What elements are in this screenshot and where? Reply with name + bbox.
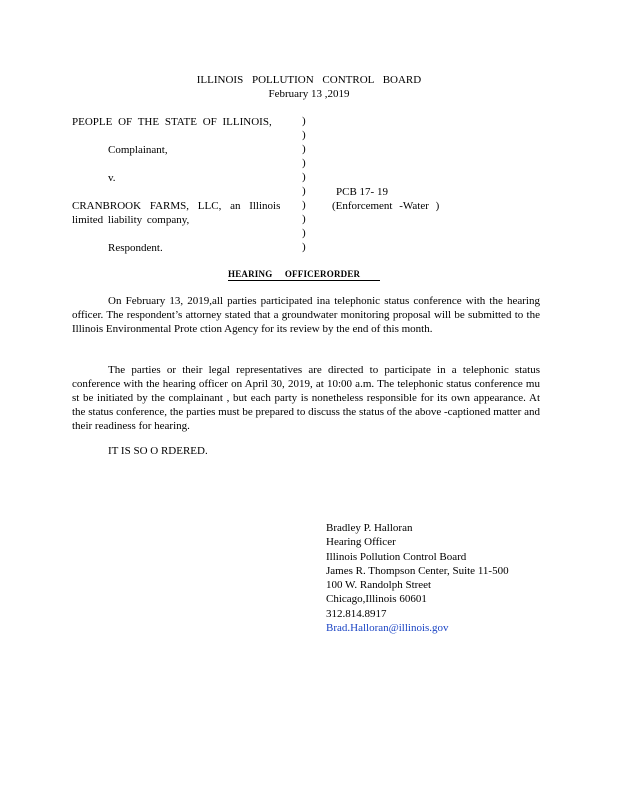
paren: ) bbox=[302, 115, 306, 127]
caption-parentheses bbox=[302, 114, 312, 254]
versus: v. bbox=[108, 172, 116, 184]
paren: ) bbox=[302, 129, 306, 141]
case-number: PCB 17- 19 bbox=[336, 186, 388, 198]
paragraph-text: On February 13, 2019,all parties participated ina telephonic status conference with the hearing officer. The respondent’s attorney stated that a groundwater monitoring proposal will be submitted to the Illinois Environmental Prote ction Agency for its review by the end of this month. bbox=[72, 295, 540, 335]
paren: ) bbox=[302, 171, 306, 183]
paren: ) bbox=[302, 157, 306, 169]
paren: ) bbox=[302, 213, 306, 225]
paren: ) bbox=[302, 199, 306, 211]
paren: ) bbox=[302, 143, 306, 155]
paren: ) bbox=[302, 241, 306, 253]
signer-org: Illinois Pollution Control Board bbox=[326, 550, 467, 563]
complainant-name: PEOPLE OF THE STATE OF ILLINOIS, bbox=[72, 116, 272, 128]
order-heading: HEARING OFFICERORDER bbox=[228, 268, 380, 281]
signer-email-link[interactable]: Brad.Halloran@illinois.gov bbox=[326, 622, 449, 635]
paragraph-1 bbox=[72, 294, 540, 336]
paragraph-text: IT IS SO O RDERED. bbox=[108, 445, 208, 457]
signer-city: Chicago,Illinois 60601 bbox=[326, 593, 427, 606]
case-type: (Enforcement -Water ) bbox=[332, 200, 440, 212]
signature-block bbox=[326, 521, 509, 635]
signer-name: Bradley P. Halloran bbox=[326, 522, 413, 534]
respondent-role: Respondent. bbox=[108, 242, 163, 254]
order-date: February 13 ,2019 bbox=[268, 88, 350, 100]
paragraph-3 bbox=[72, 444, 540, 458]
signer-address1: James R. Thompson Center, Suite 11-500 bbox=[326, 564, 509, 577]
paren: ) bbox=[302, 185, 306, 197]
signer-phone: 312.814.8917 bbox=[326, 607, 387, 620]
paragraph-text: The parties or their legal representatives are directed to participate in a telephonic status conference with the hearing officer on April 30, 2019, at 10:00 a.m. The telephonic status conference mu st be initiated by the complainant , but each party is nonetheless responsible for its own appearance. At the status conference, the parties must be prepared to discuss the status of the above -captioned matter and their readiness for hearing. bbox=[72, 364, 540, 432]
respondent-line2: limited liability company, bbox=[72, 214, 190, 226]
signer-title: Hearing Officer bbox=[326, 536, 396, 549]
board-name: ILLINOIS POLLUTION CONTROL BOARD bbox=[196, 74, 422, 86]
paragraph-2 bbox=[72, 363, 540, 433]
respondent-line1: CRANBROOK FARMS, LLC, an Illinois bbox=[72, 200, 281, 212]
signer-address2: 100 W. Randolph Street bbox=[326, 579, 432, 592]
complainant-role: Complainant, bbox=[108, 144, 168, 156]
paren: ) bbox=[302, 227, 306, 239]
